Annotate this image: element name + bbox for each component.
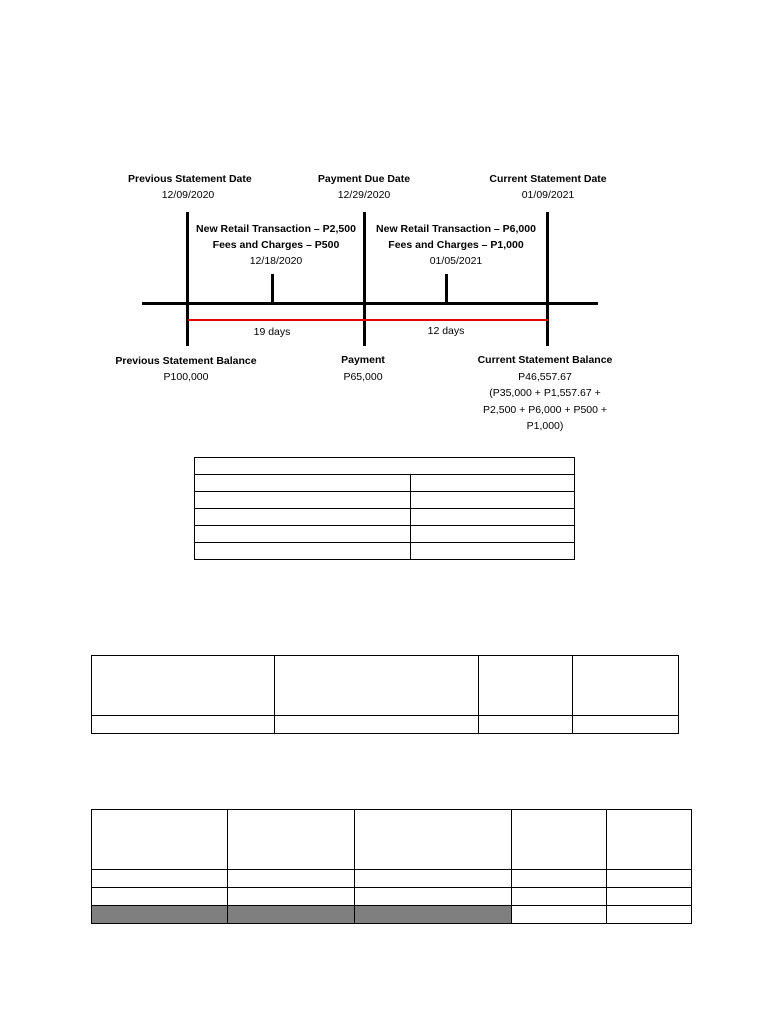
header-cell (275, 656, 479, 716)
header-cell (355, 810, 512, 870)
period-2-days: 12 days (427, 325, 465, 337)
table-cell (512, 906, 607, 924)
table-cell (195, 492, 411, 509)
payment-due-date-value: 12/29/2020 (337, 189, 391, 201)
billing-period-line (188, 319, 548, 321)
payment-due-date-label: Payment Due Date (317, 173, 411, 185)
table-cell (195, 458, 575, 475)
payment-label: Payment (341, 354, 385, 366)
table-cell (275, 716, 479, 734)
table-cell (355, 888, 512, 906)
table-cell (607, 870, 692, 888)
shaded-cell (228, 906, 355, 924)
header-cell (92, 656, 275, 716)
transaction-1-tick (271, 274, 274, 304)
current-statement-date-value: 01/09/2021 (521, 189, 575, 201)
table-cell (195, 543, 411, 560)
transaction-2-retail: New Retail Transaction – P6,000 (376, 223, 536, 235)
table-cell (411, 509, 575, 526)
table-cell (512, 888, 607, 906)
table-cell (195, 526, 411, 543)
table-cell (411, 475, 575, 492)
payment-value: P65,000 (343, 371, 383, 383)
summary-table (194, 457, 575, 560)
table-cell (228, 870, 355, 888)
balance-breakdown-line-1: (P35,000 + P1,557.67 + (489, 387, 601, 399)
transaction-2-tick (445, 274, 448, 304)
header-cell (512, 810, 607, 870)
transaction-2-date: 01/05/2021 (429, 255, 483, 267)
table-cell (512, 870, 607, 888)
table-cell (92, 888, 228, 906)
current-statement-date-label: Current Statement Date (489, 173, 607, 185)
transaction-1-retail: New Retail Transaction – P2,500 (196, 223, 356, 235)
previous-statement-balance-label: Previous Statement Balance (115, 355, 257, 367)
table-cell (355, 870, 512, 888)
balance-breakdown-line-3: P1,000) (526, 420, 564, 432)
table-cell (411, 526, 575, 543)
shaded-cell (92, 906, 228, 924)
table-cell (479, 716, 573, 734)
header-cell (573, 656, 679, 716)
transaction-1-date: 12/18/2020 (249, 255, 303, 267)
table-cell (195, 509, 411, 526)
computation-table (91, 655, 679, 734)
header-cell (607, 810, 692, 870)
table-cell (573, 716, 679, 734)
period-1-days: 19 days (253, 326, 291, 338)
previous-statement-marker (186, 212, 189, 346)
header-cell (479, 656, 573, 716)
current-statement-balance-value: P46,557.67 (518, 371, 572, 383)
interest-table (91, 809, 692, 924)
table-cell (607, 906, 692, 924)
current-statement-marker (546, 212, 549, 346)
table-cell (92, 716, 275, 734)
current-statement-balance-label: Current Statement Balance (477, 354, 613, 366)
header-cell (228, 810, 355, 870)
previous-statement-date-label: Previous Statement Date (128, 173, 252, 185)
header-cell (92, 810, 228, 870)
table-cell (411, 492, 575, 509)
table-cell (92, 870, 228, 888)
balance-breakdown-line-2: P2,500 + P6,000 + P500 + (482, 404, 608, 416)
timeline-axis (142, 302, 598, 305)
payment-due-marker (363, 212, 366, 346)
previous-statement-date-value: 12/09/2020 (161, 189, 215, 201)
table-cell (607, 888, 692, 906)
table-cell (195, 475, 411, 492)
previous-statement-balance-value: P100,000 (163, 371, 209, 383)
transaction-1-fees: Fees and Charges – P500 (212, 239, 340, 251)
shaded-cell (355, 906, 512, 924)
transaction-2-fees: Fees and Charges – P1,000 (388, 239, 524, 251)
table-cell (228, 888, 355, 906)
table-cell (411, 543, 575, 560)
